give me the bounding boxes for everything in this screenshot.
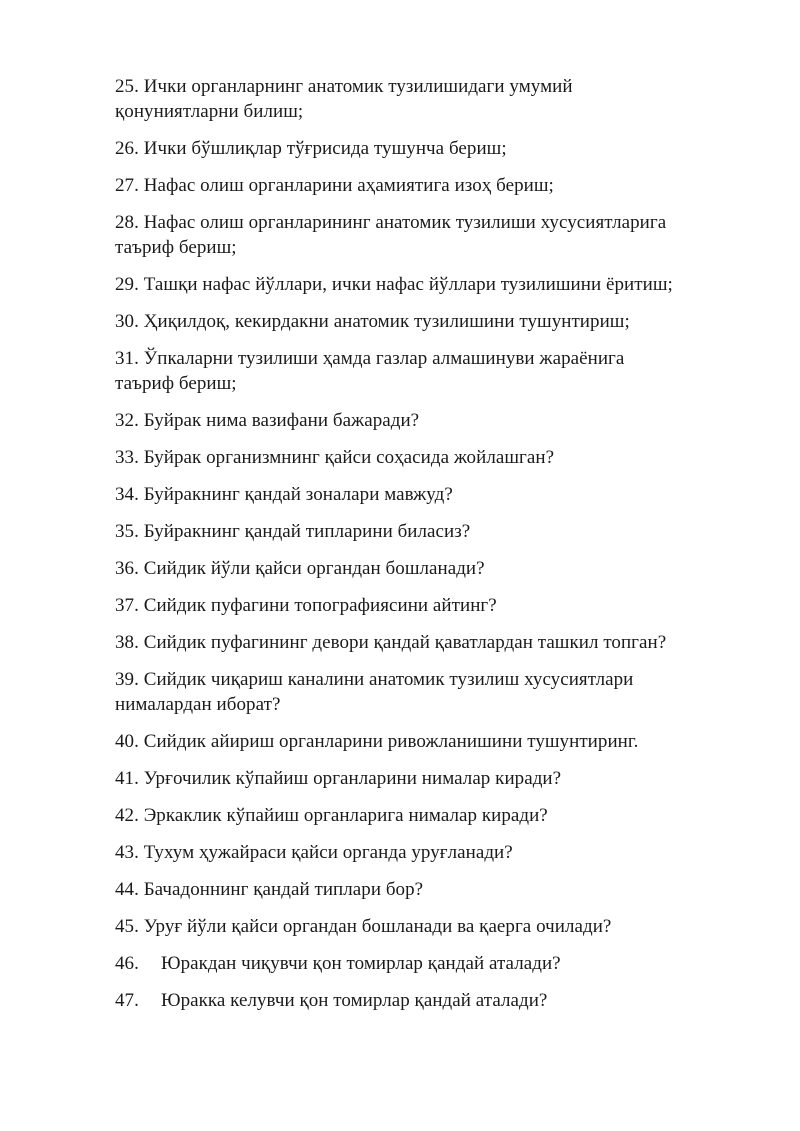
list-item (115, 593, 755, 618)
list-item (115, 840, 755, 865)
list-item (115, 914, 755, 939)
item-text: Уруғ йўли қайси органдан бошланади ва қаерга очилади? (143, 916, 612, 937)
item-text: Бачадоннинг қандай типлари бор? (143, 879, 424, 900)
list-item (115, 136, 755, 161)
item-text-continuation: қонуниятларни билиш; (115, 101, 304, 122)
item-number: 42. (115, 805, 139, 826)
item-number: 27. (115, 175, 139, 196)
list-item (115, 667, 755, 717)
item-number: 25. (115, 76, 139, 97)
item-number: 33. (115, 447, 139, 468)
list-item (115, 173, 755, 198)
item-text-continuation: таъриф бериш; (115, 373, 237, 394)
item-number: 46. (115, 953, 139, 974)
item-text: Сийдик айириш органларини ривожланишини тушунтиринг. (143, 731, 639, 752)
item-number: 32. (115, 410, 139, 431)
list-item (115, 766, 755, 791)
list-item (115, 729, 755, 754)
item-text: Ташқи нафас йўллари, ички нафас йўллари тузилишини ёритиш; (143, 274, 673, 295)
list-item (115, 309, 755, 334)
item-number: 31. (115, 348, 139, 369)
item-number: 39. (115, 669, 139, 690)
list-item (115, 519, 755, 544)
list-item (115, 877, 755, 902)
item-number: 35. (115, 521, 139, 542)
item-number: 41. (115, 768, 139, 789)
item-number: 26. (115, 138, 139, 159)
item-text: Сийдик чиқариш каналини анатомик тузилиш хусусиятлари (143, 669, 634, 690)
list-item (115, 445, 755, 470)
list-item (115, 988, 755, 1013)
item-text: Юракка келувчи қон томирлар қандай аталади? (161, 990, 548, 1011)
item-text-continuation: таъриф бериш; (115, 237, 237, 258)
list-item (115, 803, 755, 828)
item-number: 37. (115, 595, 139, 616)
item-text: Сийдик йўли қайси органдан бошланади? (143, 558, 485, 579)
list-item (115, 346, 755, 396)
item-text: Урғочилик кўпайиш органларини нималар киради? (143, 768, 562, 789)
item-number: 29. (115, 274, 139, 295)
item-number: 30. (115, 311, 139, 332)
item-number: 38. (115, 632, 139, 653)
item-text: Нафас олиш органларининг анатомик тузилиши хусусиятларига (143, 212, 667, 233)
item-text: Буйрак организмнинг қайси соҳасида жойлашган? (143, 447, 555, 468)
list-item (115, 272, 755, 297)
list-item (115, 482, 755, 507)
item-text: Буйракнинг қандай типларини биласиз? (143, 521, 471, 542)
item-text: Тухум ҳужайраси қайси органда уруғланади? (143, 842, 513, 863)
item-text: Ички бўшлиқлар тўғрисида тушунча бериш; (143, 138, 507, 159)
item-number: 28. (115, 212, 139, 233)
list-item (115, 74, 755, 124)
item-text: Эркаклик кўпайиш органларига нималар киради? (143, 805, 548, 826)
item-text: Ички органларнинг анатомик тузилишидаги умумий (143, 76, 573, 97)
item-number: 45. (115, 916, 139, 937)
item-number: 43. (115, 842, 139, 863)
question-list (115, 74, 755, 1025)
list-item (115, 556, 755, 581)
item-text: Буйракнинг қандай зоналари мавжуд? (143, 484, 453, 505)
item-text-continuation: нималардан иборат? (115, 694, 281, 715)
list-item (115, 630, 755, 655)
item-number: 40. (115, 731, 139, 752)
item-number: 47. (115, 990, 139, 1011)
item-number: 34. (115, 484, 139, 505)
item-number: 44. (115, 879, 139, 900)
item-text: Нафас олиш органларини аҳамиятига изоҳ бериш; (143, 175, 554, 196)
list-item (115, 210, 755, 260)
item-text: Сийдик пуфагининг девори қандай қаватлардан ташкил топган? (143, 632, 667, 653)
item-text: Сийдик пуфагини топографиясини айтинг? (143, 595, 497, 616)
item-text: Буйрак нима вазифани бажаради? (143, 410, 420, 431)
item-text: Ўпкаларни тузилиши ҳамда газлар алмашинуви жараёнига (143, 348, 625, 369)
item-text: Юракдан чиқувчи қон томирлар қандай аталади? (161, 953, 561, 974)
item-text: Ҳиқилдоқ, кекирдакни анатомик тузилишини тушунтириш; (143, 311, 630, 332)
item-number: 36. (115, 558, 139, 579)
list-item (115, 951, 755, 976)
list-item (115, 408, 755, 433)
